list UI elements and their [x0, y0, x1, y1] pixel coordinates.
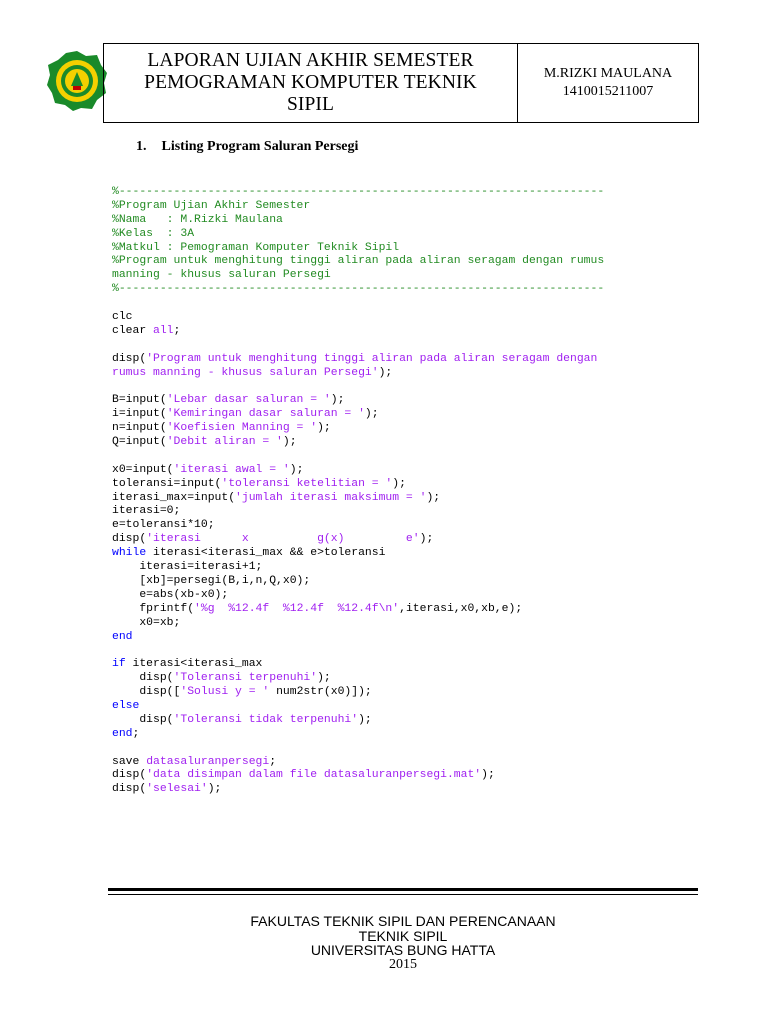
code-token: 'jumlah iterasi maksimum = ' [235, 491, 427, 504]
code-token: ; [269, 755, 277, 768]
title-line-3: SIPIL [286, 94, 335, 115]
code-token: all [153, 324, 174, 337]
code-line [112, 603, 604, 617]
footer-faculty: FAKULTAS TEKNIK SIPIL DAN PERENCANAAN [250, 913, 556, 929]
code-token: disp( [112, 713, 174, 726]
code-line [112, 505, 604, 519]
code-token: ); [378, 366, 393, 379]
code-line [112, 589, 604, 603]
code-line [112, 672, 604, 686]
code-token: if [112, 658, 126, 671]
code-line [112, 464, 604, 478]
code-token: 'Kemiringan dasar saluran = ' [166, 408, 365, 421]
code-token: 'Toleransi tidak terpenuhi' [173, 713, 359, 726]
code-line [112, 297, 604, 311]
code-line [112, 575, 604, 589]
section-heading [136, 139, 358, 155]
code-line [112, 644, 604, 658]
code-token: while [112, 547, 147, 560]
code-line [112, 200, 604, 214]
code-token: ); [392, 477, 406, 490]
code-line [112, 339, 604, 353]
author-name: M.RIZKI MAULANA [543, 66, 673, 81]
code-token: %Program Ujian Akhir Semester [112, 199, 311, 212]
code-line [112, 242, 604, 256]
section-title: Listing Program Saluran Persegi [161, 139, 359, 154]
university-logo [46, 50, 108, 112]
code-line [112, 631, 604, 645]
code-line [112, 658, 604, 672]
code-token: i=input( [112, 408, 167, 421]
code-line [112, 214, 604, 228]
code-token: disp( [112, 783, 147, 796]
code-token: iterasi_max=input( [112, 491, 236, 504]
code-line [112, 783, 604, 797]
author-block [518, 44, 698, 122]
code-token: x0=input( [112, 463, 174, 476]
code-token: ); [282, 436, 297, 449]
header-table [103, 43, 699, 123]
code-token: iterasi<iterasi_max && e>toleransi [146, 547, 386, 560]
code-token: 'toleransi ketelitian = ' [221, 477, 393, 490]
code-token: rumus manning - khusus saluran Persegi' [112, 366, 379, 379]
code-token: %Program untuk menghitung tinggi aliran pada aliran seragam dengan rumus [112, 255, 605, 268]
code-token: ); [364, 408, 379, 421]
code-line [112, 478, 604, 492]
footer-year: 2015 [389, 956, 417, 972]
code-token: end [112, 630, 133, 643]
code-token: save [112, 755, 147, 768]
code-token: %----------------------------------------------------------------------- [112, 186, 605, 198]
code-token: ); [330, 394, 345, 407]
code-token: end [112, 727, 133, 740]
code-token: ); [426, 491, 441, 504]
code-line [112, 422, 604, 436]
code-line [112, 408, 604, 422]
code-token: 'selesai' [146, 783, 208, 796]
code-token: toleransi=input( [112, 477, 222, 490]
code-token: fprintf( [112, 602, 195, 615]
code-token: ; [173, 324, 181, 337]
section-number: 1. [136, 139, 147, 154]
code-token: disp( [112, 769, 147, 782]
code-token: iterasi=0; [112, 505, 181, 518]
code-token: ; [132, 727, 140, 740]
code-token: ); [289, 463, 304, 476]
footer-department: TEKNIK SIPIL [358, 927, 448, 944]
footer-rule-thin [108, 894, 698, 895]
code-token: ); [317, 672, 331, 685]
code-token: 'Lebar dasar saluran = ' [166, 394, 331, 407]
title-line-2: PEMOGRAMAN KOMPUTER TEKNIK [144, 72, 477, 93]
code-line [112, 255, 604, 269]
code-token: manning - khusus saluran Persegi [112, 269, 331, 282]
code-token: ); [419, 533, 434, 546]
code-line [112, 519, 604, 533]
report-title [104, 44, 518, 122]
code-token: 'Toleransi terpenuhi' [173, 672, 318, 685]
code-line [112, 561, 604, 575]
code-line [112, 756, 604, 770]
code-token: [xb]=persegi(B,i,n,Q,x0); [112, 574, 311, 587]
code-line [112, 325, 604, 339]
code-token: disp([ [112, 686, 181, 699]
code-line [112, 353, 604, 367]
code-token: iterasi<iterasi_max [125, 658, 263, 671]
code-line [112, 742, 604, 756]
code-line [112, 714, 604, 728]
code-line [112, 450, 604, 464]
code-token: datasaluranpersegi [146, 755, 270, 768]
code-token: ); [358, 713, 372, 726]
code-line [112, 186, 604, 200]
code-token: ); [481, 769, 495, 782]
code-token: e=abs(xb-x0); [112, 588, 229, 601]
title-line-1: LAPORAN UJIAN AKHIR SEMESTER [147, 50, 474, 71]
code-token: clc [112, 311, 133, 324]
code-line [112, 617, 604, 631]
code-line [112, 367, 604, 381]
code-line [112, 380, 604, 394]
code-line [112, 436, 604, 450]
code-token: num2str(x0)]); [269, 686, 372, 699]
code-token: %----------------------------------------------------------------------- [112, 283, 605, 296]
code-token: %Matkul : Pemograman Komputer Teknik Sipil [112, 241, 400, 254]
code-listing [112, 186, 604, 797]
code-token: %Kelas : 3A [112, 227, 195, 240]
code-line [112, 700, 604, 714]
code-line [112, 769, 604, 783]
footer [108, 914, 698, 972]
code-token: 'Program untuk menghitung tinggi aliran pada aliran seragam dengan [146, 352, 598, 365]
footer-university: UNIVERSITAS BUNG HATTA [310, 942, 496, 958]
code-token: n=input( [112, 422, 167, 435]
code-token: '%g %12.4f %12.4f %12.4f\n' [194, 602, 400, 615]
code-token: 'Solusi y = ' [180, 686, 270, 699]
code-line [112, 533, 604, 547]
code-line [112, 547, 604, 561]
code-token: disp( [112, 352, 147, 365]
code-token: disp( [112, 533, 147, 546]
author-id: 1410015211007 [562, 84, 654, 99]
code-token: iterasi=iterasi+1; [112, 561, 263, 574]
code-line [112, 269, 604, 283]
code-token: x0=xb; [112, 616, 181, 629]
code-token: Q=input( [112, 436, 167, 449]
code-line [112, 228, 604, 242]
code-token: ); [207, 783, 222, 796]
code-line [112, 492, 604, 506]
code-token: 'Debit aliran = ' [166, 436, 283, 449]
code-token: else [112, 699, 140, 712]
code-line [112, 728, 604, 742]
code-line [112, 686, 604, 700]
code-line [112, 394, 604, 408]
code-line [112, 283, 604, 297]
code-token: disp( [112, 672, 174, 685]
footer-rule-thick [108, 888, 698, 891]
code-token: e=toleransi*10; [112, 519, 215, 532]
code-token: 'iterasi x g(x) e' [146, 533, 420, 546]
code-token: ); [317, 422, 331, 435]
code-token: 'Koefisien Manning = ' [166, 422, 318, 435]
code-token: B=input( [112, 394, 167, 407]
code-line [112, 311, 604, 325]
code-token: %Nama : M.Rizki Maulana [112, 213, 283, 226]
code-token: 'iterasi awal = ' [173, 463, 290, 476]
code-token: clear [112, 324, 154, 337]
code-token: ,iterasi,x0,xb,e); [399, 602, 523, 615]
code-token: 'data disimpan dalam file datasaluranpersegi.mat' [146, 769, 482, 782]
